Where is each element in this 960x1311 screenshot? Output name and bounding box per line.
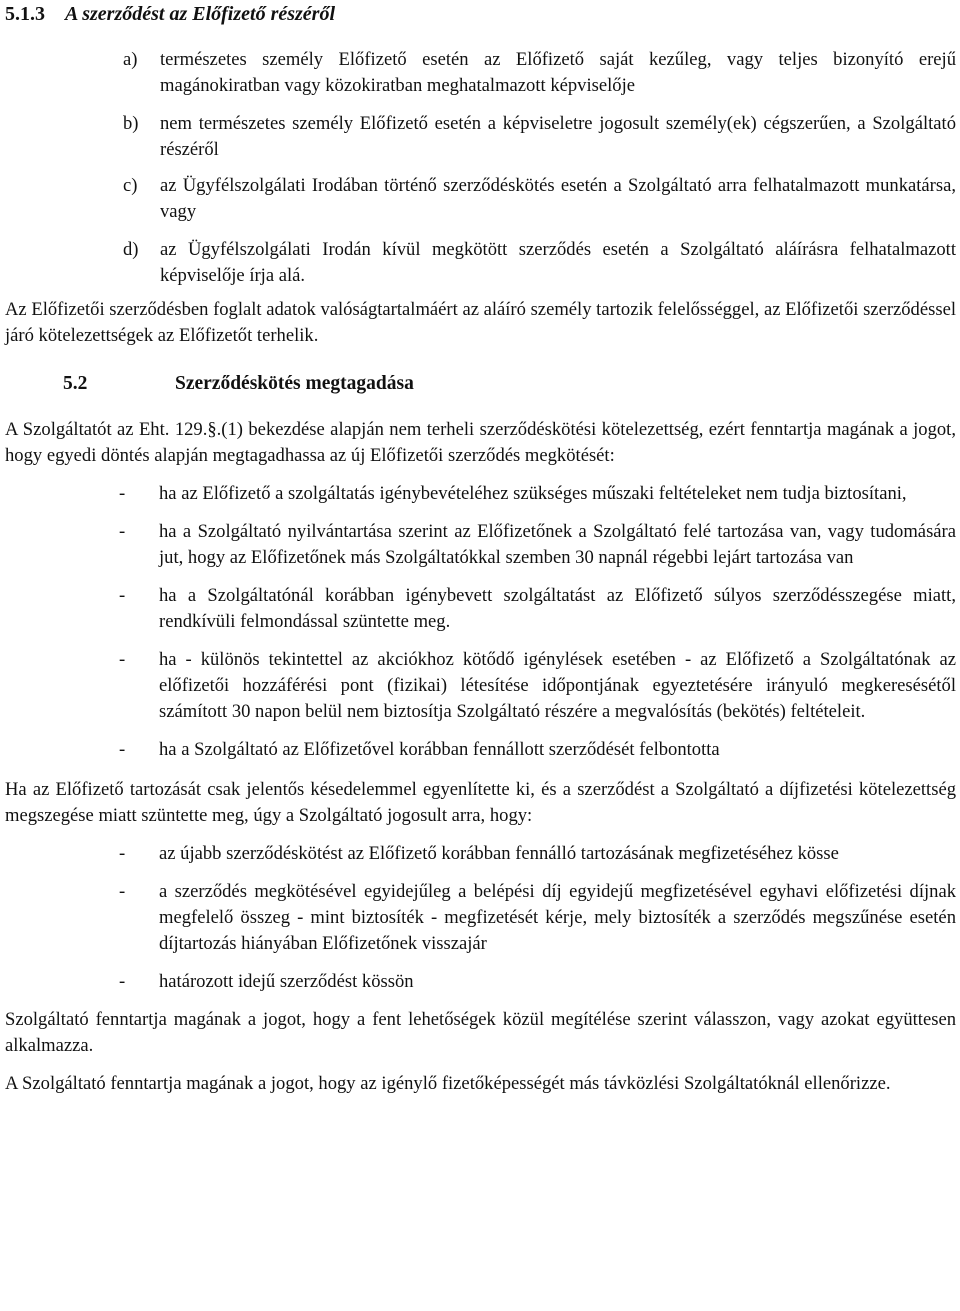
paragraph-options: Szolgáltató fenntartja magának a jogot, hogy a fent lehetőségek közül megítélése szerint válasszon, vagy azokat együttesen alkalmazza. bbox=[5, 1009, 956, 1056]
list-item-text: a szerződés megkötésével egyidejűleg a belépési díj egyidejű megfizetésével egyhavi előfizetési díjnak megfelelő összeg - mint biztosíték - megfizetését kérje, mely biztosíték a szerződés megszűnése esetén díjtartozás hiányában Előfizetőnek visszajár bbox=[159, 881, 956, 954]
document-page bbox=[5, 0, 956, 1097]
refusal-case-4 bbox=[119, 647, 956, 725]
list-marker: - bbox=[119, 483, 126, 504]
section-title: Szerződéskötés megtagadása bbox=[175, 373, 414, 394]
list-marker: d) bbox=[123, 239, 139, 260]
paragraph-responsibility: Az Előfizetői szerződésben foglalt adatok valóságtartalmáért az aláíró személy tartozik felelősséggel, az Előfizetői szerződéssel járó kötelezettségek az Előfizetőt terhelik. bbox=[5, 299, 956, 346]
list-marker: - bbox=[119, 585, 126, 606]
signer-item-a bbox=[123, 47, 956, 99]
signer-item-b bbox=[123, 111, 956, 163]
list-marker: - bbox=[119, 649, 126, 670]
list-item-text: az Ügyfélszolgálati Irodában történő szerződéskötés esetén a Szolgáltató arra felhatalmazott munkatársa, vagy bbox=[160, 175, 956, 222]
list-item-text: ha az Előfizető a szolgáltatás igénybevételéhez szükséges műszaki feltételeket nem tudja biztosítani, bbox=[159, 483, 907, 504]
debt-condition-3 bbox=[119, 969, 956, 995]
signer-item-d bbox=[123, 237, 956, 289]
refusal-case-3 bbox=[119, 583, 956, 635]
refusal-case-1 bbox=[119, 481, 956, 507]
list-item-text: természetes személy Előfizető esetén az Előfizető saját kezűleg, vagy teljes bizonyító erejű magánokiratban vagy közokiratban meghatalmazott képviselője bbox=[160, 49, 956, 96]
section-number: 5.2 bbox=[63, 373, 88, 394]
debt-condition-1 bbox=[119, 841, 956, 867]
list-item-text: ha a Szolgáltatónál korábban igénybevett szolgáltatást az Előfizető súlyos szerződésszegése miatt, rendkívüli felmondással szüntette meg. bbox=[159, 585, 956, 632]
paragraph-debt-intro: Ha az Előfizető tartozását csak jelentős késedelemmel egyenlítette ki, és a szerződést a Szolgáltató a díjfizetési kötelezettség megszegése miatt szüntette meg, úgy a Szolgáltató jogosult arra, hogy: bbox=[5, 779, 956, 826]
list-item-text: az Ügyfélszolgálati Irodán kívül megkötött szerződés esetén a Szolgáltató aláírásra felhatalmazott képviselője írja alá. bbox=[160, 239, 956, 286]
section-heading-5-1-3 bbox=[5, 0, 956, 27]
list-marker: b) bbox=[123, 113, 139, 134]
list-marker: a) bbox=[123, 49, 138, 70]
list-item-text: az újabb szerződéskötést az Előfizető korábban fennálló tartozásának megfizetéséhez kösse bbox=[159, 843, 839, 864]
list-marker: c) bbox=[123, 175, 138, 196]
signer-item-c bbox=[123, 173, 956, 225]
list-marker: - bbox=[119, 881, 126, 902]
list-marker: - bbox=[119, 971, 126, 992]
list-item-text: határozott idejű szerződést kössön bbox=[159, 971, 414, 992]
list-item-text: ha a Szolgáltató nyilvántartása szerint az Előfizetőnek a Szolgáltató felé tartozása van, vagy tudomására jut, hogy az Előfizetőnek más Szolgáltatókkal szemben 30 napnál régebbi lejárt tartozása van bbox=[159, 521, 956, 568]
debt-condition-2 bbox=[119, 879, 956, 957]
section-title: A szerződést az Előfizető részéről bbox=[65, 3, 336, 25]
section-number: 5.1.3 bbox=[5, 3, 45, 25]
list-item-text: nem természetes személy Előfizető esetén a képviseletre jogosult személy(ek) cégszerűen, a Szolgáltató részéről bbox=[160, 113, 956, 160]
refusal-case-2 bbox=[119, 519, 956, 571]
paragraph-refusal-intro: A Szolgáltatót az Eht. 129.§.(1) bekezdése alapján nem terheli szerződéskötési kötelezettség, ezért fenntartja magának a jogot, hogy egyedi döntés alapján megtagadhassa az új Előfizetői szerződés megkötését: bbox=[5, 419, 956, 466]
list-marker: - bbox=[119, 739, 126, 760]
list-marker: - bbox=[119, 843, 126, 864]
refusal-case-5 bbox=[119, 737, 956, 763]
list-marker: - bbox=[119, 521, 126, 542]
list-item-text: ha - különös tekintettel az akciókhoz kötődő igénylések esetében - az Előfizető a Szolgáltatónak az előfizetői hozzáférési pont (fizikai) létesítése időpontjának egyeztetésére irányuló megkeresésétől számított 30 napon belül nem biztosítja Szolgáltató részére a megvalósítás (bekötés) feltételeit. bbox=[159, 649, 956, 722]
paragraph-credit-check: A Szolgáltató fenntartja magának a jogot, hogy az igénylő fizetőképességét más távközlési Szolgáltatóknál ellenőrizze. bbox=[5, 1073, 891, 1094]
list-item-text: ha a Szolgáltató az Előfizetővel korábban fennállott szerződését felbontotta bbox=[159, 739, 720, 760]
section-heading-5-2 bbox=[5, 371, 956, 397]
